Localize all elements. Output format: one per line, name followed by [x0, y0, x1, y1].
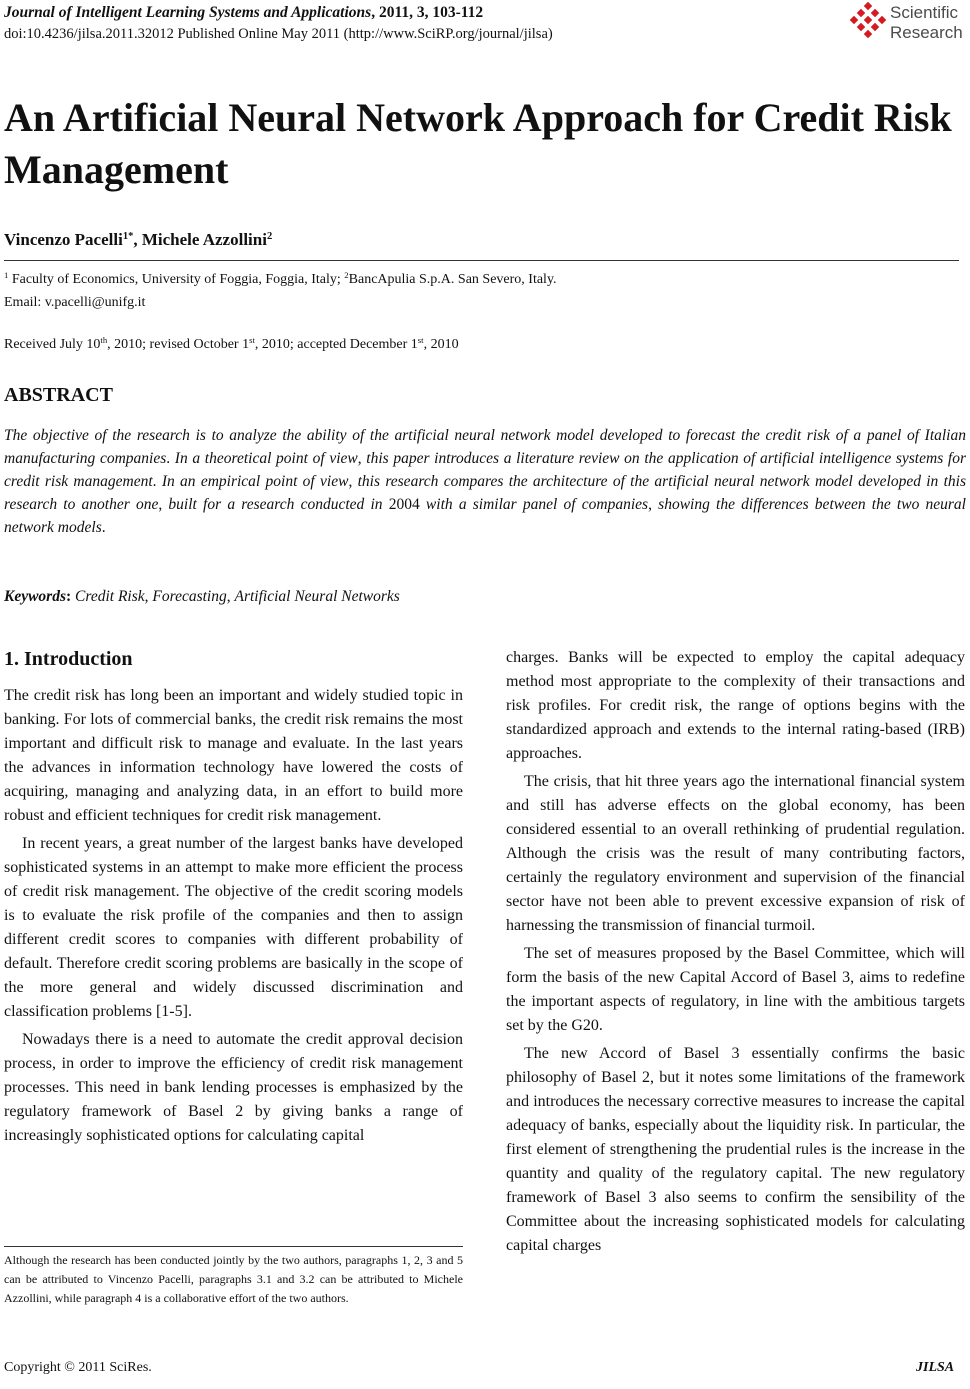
- abstract-part-5: this research compares the architecture of the artificial neural network model developed in this research to another one: [4, 473, 967, 513]
- abstract-punct-5: ,: [158, 496, 163, 513]
- author-separator: ,: [133, 230, 142, 249]
- keyword-2: Forecasting: [152, 588, 227, 605]
- journal-citation-line: [4, 4, 483, 22]
- keywords-colon: :: [66, 588, 76, 605]
- received-text-4: , 2010: [423, 337, 459, 352]
- author-2: Michele Azzollini: [141, 230, 267, 249]
- affiliation-mark-1: 1: [4, 270, 9, 281]
- body-paragraph: The credit risk has long been an important and widely studied topic in banking. For lots of commercial banks, the credit risk remains the most important and difficult risk to manage and evaluate. In the last years the advances in information technology have lowered the costs of acquiring, managing and analyzing data, in an effort to build more robust and efficient techniques for credit risk management.: [4, 687, 463, 824]
- author-1: Vincenzo Pacelli: [4, 230, 123, 249]
- received-dates: [4, 337, 459, 353]
- logo-text-research: Research: [890, 23, 963, 42]
- abstract-part-1: The objective of the research is to analyze the ability of the artificial neural network model developed to forecast the credit risk of a panel of Italian manufacturing companies: [4, 427, 966, 467]
- abstract-part-7: with a similar panel of companies: [419, 496, 649, 513]
- abstract-punct-6: ,: [648, 496, 652, 513]
- received-suffix-2: st: [249, 335, 255, 346]
- copyright-notice: Copyright © 2011 SciRes.: [4, 1360, 152, 1375]
- received-suffix-1: th: [100, 335, 108, 346]
- received-text-1: Received July 10: [4, 337, 101, 352]
- affiliation-1: Faculty of Economics, University of Foggia, Foggia, Italy;: [8, 272, 345, 287]
- paper-title: An Artificial Neural Network Approach for Credit Risk Management: [4, 95, 952, 192]
- received-text-2: , 2010; revised October 1: [107, 337, 250, 352]
- keyword-sep-2: ,: [226, 588, 235, 605]
- received-text-3: , 2010; accepted December 1: [254, 337, 418, 352]
- journal-name: Journal of Intelligent Learning Systems and Applications: [4, 4, 372, 21]
- keywords-label: Keywords: [4, 588, 66, 605]
- body-column-right: [506, 646, 965, 1258]
- body-paragraph: The set of measures proposed by the Basel Committee, which will form the basis of the new Capital Accord of Basel 3, aims to redefine the important aspects of regulatory, in line with the ambitious targets set by the G20.: [506, 945, 965, 1034]
- body-paragraph: In recent years, a great number of the largest banks have developed sophisticated systems in an attempt to make more efficient the process of credit risk management. The objective of the credit scoring models is to evaluate the risk profile of the companies and then to assign different credit scores to companies with different probability of default. Therefore credit scoring problems are basically in the scope of the more general and widely discussed discrimination and classification problems [1-5].: [4, 835, 463, 1020]
- body-paragraph: charges. Banks will be expected to employ the capital adequacy method most appropriate to the complexity of their transactions and risk profiles. For credit risk, the range of options begins with the standardized approach and extends to the internal rating-based (IRB) approaches.: [506, 649, 965, 762]
- header-divider: [4, 260, 959, 261]
- keyword-3: Artificial Neural Networks: [234, 588, 400, 605]
- abstract-part-4: In an empirical point of view: [156, 473, 349, 490]
- affiliation-2: BancApulia S.p.A. San Severo, Italy.: [348, 272, 557, 287]
- section-heading-introduction: 1. Introduction: [4, 648, 133, 670]
- keywords-line: [4, 588, 400, 606]
- contact-email: Email: v.pacelli@unifg.it: [4, 295, 146, 310]
- logo-text-scientific: Scientific: [890, 3, 959, 22]
- journal-abbreviation: JILSA: [916, 1360, 955, 1375]
- keyword-1: Credit Risk: [75, 588, 145, 605]
- doi-line: doi:10.4236/jilsa.2011.32012 Published Online May 2011 (http://www.SciRP.org/journal/jilsa): [4, 26, 553, 42]
- footnote: Although the research has been conducted jointly by the two authors, paragraphs 1, 2, 3 and 5 can be attributed to Vincenzo Pacelli, paragraphs 3.1 and 3.2 can be attributed to Michele Azzollini, while paragraph 4 is a collaborative effort of the two authors.: [4, 1253, 463, 1305]
- abstract-punct-1: .: [166, 450, 171, 467]
- publisher-logo: [848, 2, 970, 44]
- abstract-punct-3: .: [152, 473, 157, 490]
- abstract-part-8: showing the differences between the two neural network models: [4, 496, 966, 536]
- author-2-affiliation-mark: 2: [266, 231, 273, 243]
- keyword-sep-1: ,: [144, 588, 153, 605]
- abstract-punct-7: .: [101, 519, 106, 536]
- journal-issue: , 2011, 3, 103-112: [371, 4, 484, 21]
- abstract-punct-2: ,: [357, 450, 362, 467]
- affiliations: [4, 272, 557, 288]
- abstract-punct-4: ,: [348, 473, 353, 490]
- body-paragraph: The crisis, that hit three years ago the international financial system and still has adverse effects on the global economy, has been considered essential to an overall rethinking of prudential regulation. Although the crisis was the result of many contributing factors, certainly the regulatory environment and supervision of the financial sector have not been able to prevent excessive expansion of risk of harnessing the transmission of financial turmoil.: [506, 773, 965, 934]
- author-1-affiliation-mark: 1*: [122, 231, 134, 243]
- body-column-left: [4, 646, 463, 1148]
- abstract-part-3: this paper introduces a literature review on the application of artificial intelligence systems for credit risk management: [4, 450, 966, 490]
- publisher-logo-mark-icon: [848, 2, 888, 42]
- abstract-year: 2004: [388, 496, 420, 513]
- affiliation-mark-2: 2: [344, 270, 349, 281]
- abstract-heading: ABSTRACT: [4, 384, 113, 406]
- body-paragraph: Nowadays there is a need to automate the credit approval decision process, in order to improve the efficiency of credit risk management processes. This need in bank lending processes is emphasized by the regulatory framework of Basel 2 by giving banks a range of increasingly sophisticated options for calculating capital: [4, 1031, 463, 1144]
- author-list: [4, 230, 272, 250]
- received-suffix-3: st: [417, 335, 424, 346]
- abstract-text: [4, 424, 966, 539]
- body-paragraph: The new Accord of Basel 3 essentially confirms the basic philosophy of Basel 2, but it notes some limitations of the framework and introduces the necessary corrective measures to increase the capital adequacy of banks, especially about the liquidity risk. In particular, the first element of strengthening the prudential rules is the increase in the quantity and quality of the regulatory capital. The new regulatory framework of Basel 3 also seems to confirm the sensibility of the Committee about the increasing sophisticated models for calculating capital charges: [506, 1045, 965, 1254]
- abstract-part-6: built for a research conducted in: [162, 496, 389, 513]
- abstract-part-2: In a theoretical point of view: [170, 450, 358, 467]
- footnote-divider: [4, 1246, 463, 1247]
